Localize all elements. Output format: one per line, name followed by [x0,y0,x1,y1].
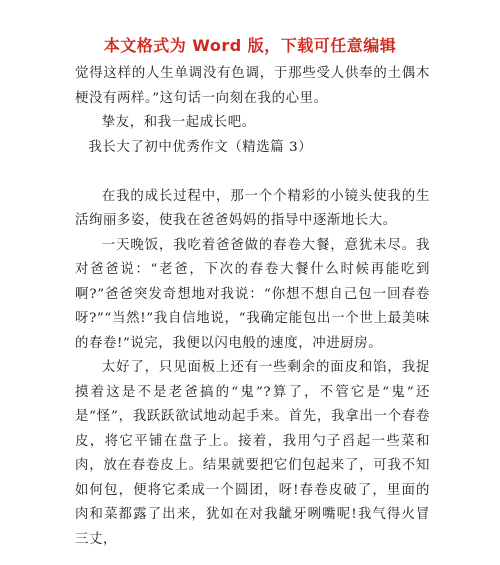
paragraph-continuation: 觉得这样的人生单调没有色调，于那些受人供奉的土偶木梗没有两样。”这句话一向刻在我的心里。 [75,66,430,106]
paragraph-making-springroll: 太好了，只见面板上还有一些剩余的面皮和馅，我捉摸着这是不是老爸搞的“鬼”?算了，不管它是“鬼”还是“怪”，我跃跃欲试地动起手来。首先，我拿出一个春卷皮，将它平铺在盘子上。接着，我用勺子舀起一些菜和肉，放在春卷皮上。结果就要把它们包起来了，可我不知如何包，便将它柔成一个圆团，呀!春卷皮破了，里面的肉和菜都露了出来，犹如在对我龇牙咧嘴呢!我气得火冒三丈， [75,360,430,547]
paragraph-intro: 在我的成长过程中，那一个个精彩的小镜头使我的生活绚丽多姿，使我在爸爸妈妈的指导中逐渐地长大。 [75,188,430,228]
paragraph-dinner: 一天晚饭，我吃着爸爸做的春卷大餐，意犹未尽。我对爸爸说：“老爸，下次的春卷大餐什么时候再能吃到啊?”爸爸突发奇想地对我说：“你想不想自己包一回春卷呀?”“当然!”我自信地说，“我确定能包出一个世上最美味的春卷!”说完，我便以闪电般的速度，冲进厨房。 [75,237,430,351]
essay-title: 我长大了初中优秀作文（精选篇 3） [88,139,313,155]
paragraph-friend: 挚友，和我一起成长吧。 [101,115,256,130]
document-body [75,62,430,552]
download-banner: 本文格式为 Word 版，下载可任意编辑 [103,36,397,55]
